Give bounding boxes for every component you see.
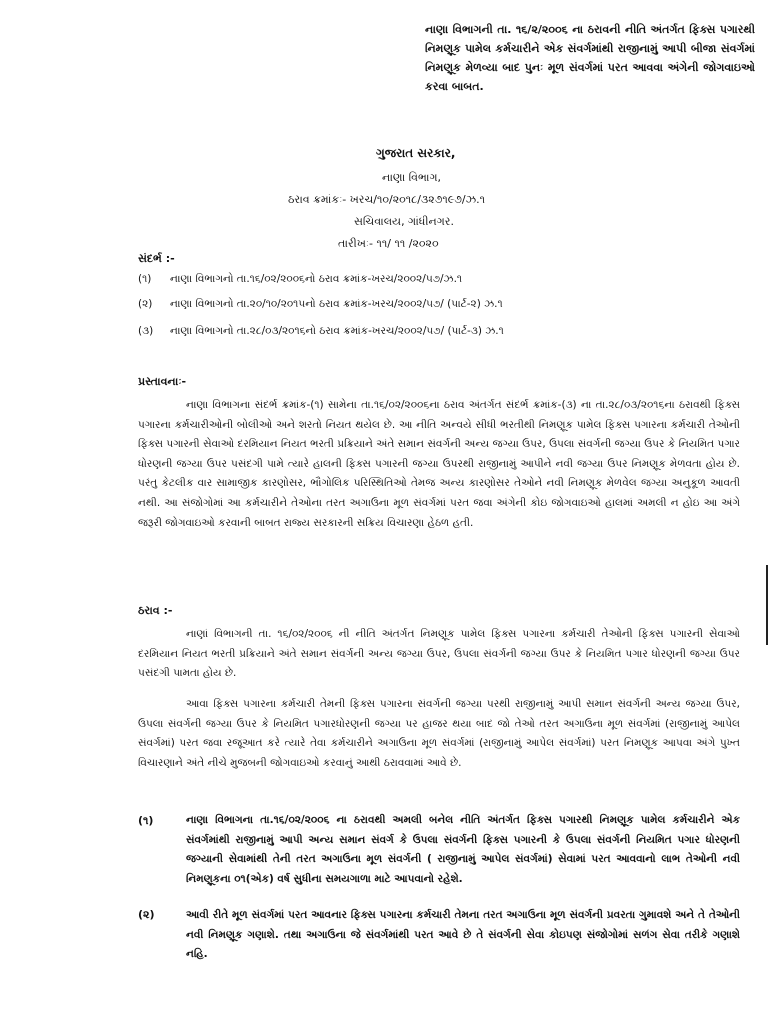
reference-number: (૨) — [138, 298, 153, 310]
place: સચિવાલય, ગાંધીનગર. — [354, 215, 454, 228]
resolution-number: ઠરાવ ક્રમાંકઃ- ખરચ/૧૦/૨૦૧૮/૩૨૭૧૯૭/ઝ.૧ — [288, 193, 485, 206]
preamble-text: નાણા વિભાગના સંદર્ભ ક્રમાંક-(૧) સામેના તા.૧૬/૦૨/૨૦૦૬ના ઠરાવ અંતર્ગત સંદર્ભ ક્રમાંક-(૩) ના તા.૨૮/૦૩/૨૦૧૬ના ઠરાવથી ફિક્સ પગારના કર્મચારીઓની બોલીઓ અને શરતો નિયત થયેલ છે. આ નીતિ અન્વયે સીધી ભરતીથી નિમણૂક પામેલ ફિક્સ પગારના કર્મચારી તેઓની ફિક્સ પગારની સેવાઓ દરમિયાન નિયત ભરતી પ્રક્રિયાને અંતે સમાન સંવર્ગની અન્ય જગ્યા ઉપર, ઉપલા સંવર્ગની જગ્યા ઉપર કે નિયમિત પગાર ધોરણની જગ્યા ઉપર પસંદગી પામે ત્યારે હાલની ફિક્સ પગારની જગ્યા ઉપરથી રાજીનામું આપીને નવી જગ્યા ઉપર નિમણૂક મેળવતા હોય છે. પરંતુ કેટલીક વાર સામાજીક કારણોસર, ભૌગોલિક પરિસ્થિતિઓ તેમજ અન્ય કારણોસર તેઓને નવી નિમણૂક મેળવેલ જગ્યા અનુકૂળ આવતી નથી. આ સંજોગોમાં આ કર્મચારીને તેઓના તરત અગાઉના મૂળ સંવર્ગમાં પરત જવા અંગેની કોઇ જોગવાઇઓ હાલમાં અમલી ન હોઇ આ અંગે જરૂરી જોગવાઇઓ કરવાની બાબત રાજ્ય સરકારની સક્રિય વિચારણા હેઠળ હતી. — [138, 399, 740, 529]
resolution-label: ઠરાવ :- — [138, 604, 173, 617]
reference-item — [138, 298, 503, 311]
resolution-point: આવી રીતે મૂળ સંવર્ગમાં પરત આવનાર ફિક્સ પગારના કર્મચારી તેમના તરત અગાઉના મૂળ સંવર્ગની પ્રવરતા ગુમાવશે અને તે તેઓની નવી નિમણૂક ગણાશે. તથા અગાઉના જે સંવર્ગમાંથી પરત આવે છે તે સંવર્ગની સેવા કોઇપણ સંજોગોમાં સળંગ સેવા તરીકે ગણાશે નહિ. — [186, 909, 740, 960]
reference-text: નાણા વિભાગનો તા.૨૦/૧૦/૨૦૧૫નો ઠરાવ ક્રમાંક-ખરચ/૨૦૦૨/૫૭/ (પાર્ટ-૨) ઝ.૧ — [170, 298, 503, 310]
point-number: (૧) — [138, 814, 154, 827]
resolution-paragraph: નાણાં વિભાગની તા. ૧૬/૦૨/૨૦૦૬ ની નીતિ અંતર્ગત નિમણૂક પામેલ ફિક્સ પગારના કર્મચારી તેઓની ફિક્સ પગારની સેવાઓ દરમિયાન નિયત ભરતી પ્રક્રિયાને અંતે સમાન સંવર્ગની અન્ય જગ્યા ઉપર, ઉપલા સંવર્ગની જગ્યા ઉપર કે નિયમિત પગાર ધોરણની જગ્યા ઉપર પસંદગી પામતા હોય છે. — [138, 628, 740, 680]
references-label: સંદર્ભ :- — [138, 252, 175, 265]
preamble-label: પ્રસ્તાવનાઃ- — [138, 375, 187, 388]
dept-name: નાણા વિભાગ, — [382, 171, 442, 184]
reference-item — [138, 325, 504, 338]
point-number: (૨) — [138, 908, 155, 921]
reference-text: નાણા વિભાગનો તા.૨૮/૦૩/૨૦૧૬નો ઠરાવ ક્રમાંક-ખરચ/૨૦૦૨/૫૭/ (પાર્ટ-૩) ઝ.૧ — [170, 325, 504, 337]
reference-item — [138, 273, 462, 286]
resolution-date: તારીખઃ- ૧૧/ ૧૧ /૨૦૨૦ — [338, 237, 439, 250]
subject-heading: નાણા વિભાગની તા. ૧૬/૨/૨૦૦૬ ના ઠરાવની નીતિ અંતર્ગત ફિક્સ પગારથી નિમણૂક પામેલ કર્મચારીને એક સંવર્ગમાંથી રાજીનામું આપી બીજા સંવર્ગમાં નિમણૂક મેળવ્યા બાદ પુનઃ મૂળ સંવર્ગમાં પરત આવવા અંગેની જોગવાઇઓ કરવા બાબત. — [425, 23, 755, 93]
reference-number: (૩) — [138, 325, 154, 337]
reference-number: (૧) — [138, 273, 152, 285]
reference-text: નાણા વિભાગનો તા.૧૬/૦૨/૨૦૦૬નો ઠરાવ ક્રમાંક-ખરચ/૨૦૦૨/૫૭/ઝ.૧ — [170, 273, 463, 285]
resolution-point: નાણા વિભાગના તા.૧૬/૦૨/૨૦૦૬ ના ઠરાવથી અમલી બનેલ નીતિ અંતર્ગત ફિક્સ પગારથી નિમણૂક પામેલ કર્મચારીને એક સંવર્ગમાંથી રાજીનામું આપી અન્ય સમાન સંવર્ગ કે ઉપલા સંવર્ગની ફિક્સ પગારની કે ઉપલા સંવર્ગની નિયમિત પગાર ધોરણની જગ્યાની સેવામાંથી તેની તરત અગાઉના મૂળ સંવર્ગની ( રાજીનામું આપેલ સંવર્ગમાં) સેવામાં પરત આવવાનો લાભ તેઓની નવી નિમણૂકના ૦૧(એક) વર્ષ સુધીના સમયગાળા માટે આપવાનો રહેશે. — [186, 814, 740, 885]
govt-name: ગુજરાત સરકાર, — [376, 146, 456, 160]
resolution-paragraph: આવા ફિક્સ પગારના કર્મચારી તેમની ફિક્સ પગારના સંવર્ગની જગ્યા પરથી રાજીનામું આપી સમાન સંવર્ગની અન્ય જગ્યા ઉપર, ઉપલા સંવર્ગની જગ્યા ઉપર કે નિયમિત પગારધોરણની જગ્યા પર હાજર થયા બાદ જો તેઓ તરત અગાઉના મૂળ સંવર્ગમાં (રાજીનામું આપેલ સંવર્ગમાં) પરત જવા રજૂઆત કરે ત્યારે તેવા કર્મચારીને અગાઉના મૂળ સંવર્ગમાં (રાજીનામું આપેલ સંવર્ગમાં) પરત નિમણૂક આપવા અંગે પુખ્ત વિચારણાને અંતે નીચે મુજબની જોગવાઇઓ કરવાનું આથી ઠરાવવામાં આવે છે. — [138, 698, 740, 769]
